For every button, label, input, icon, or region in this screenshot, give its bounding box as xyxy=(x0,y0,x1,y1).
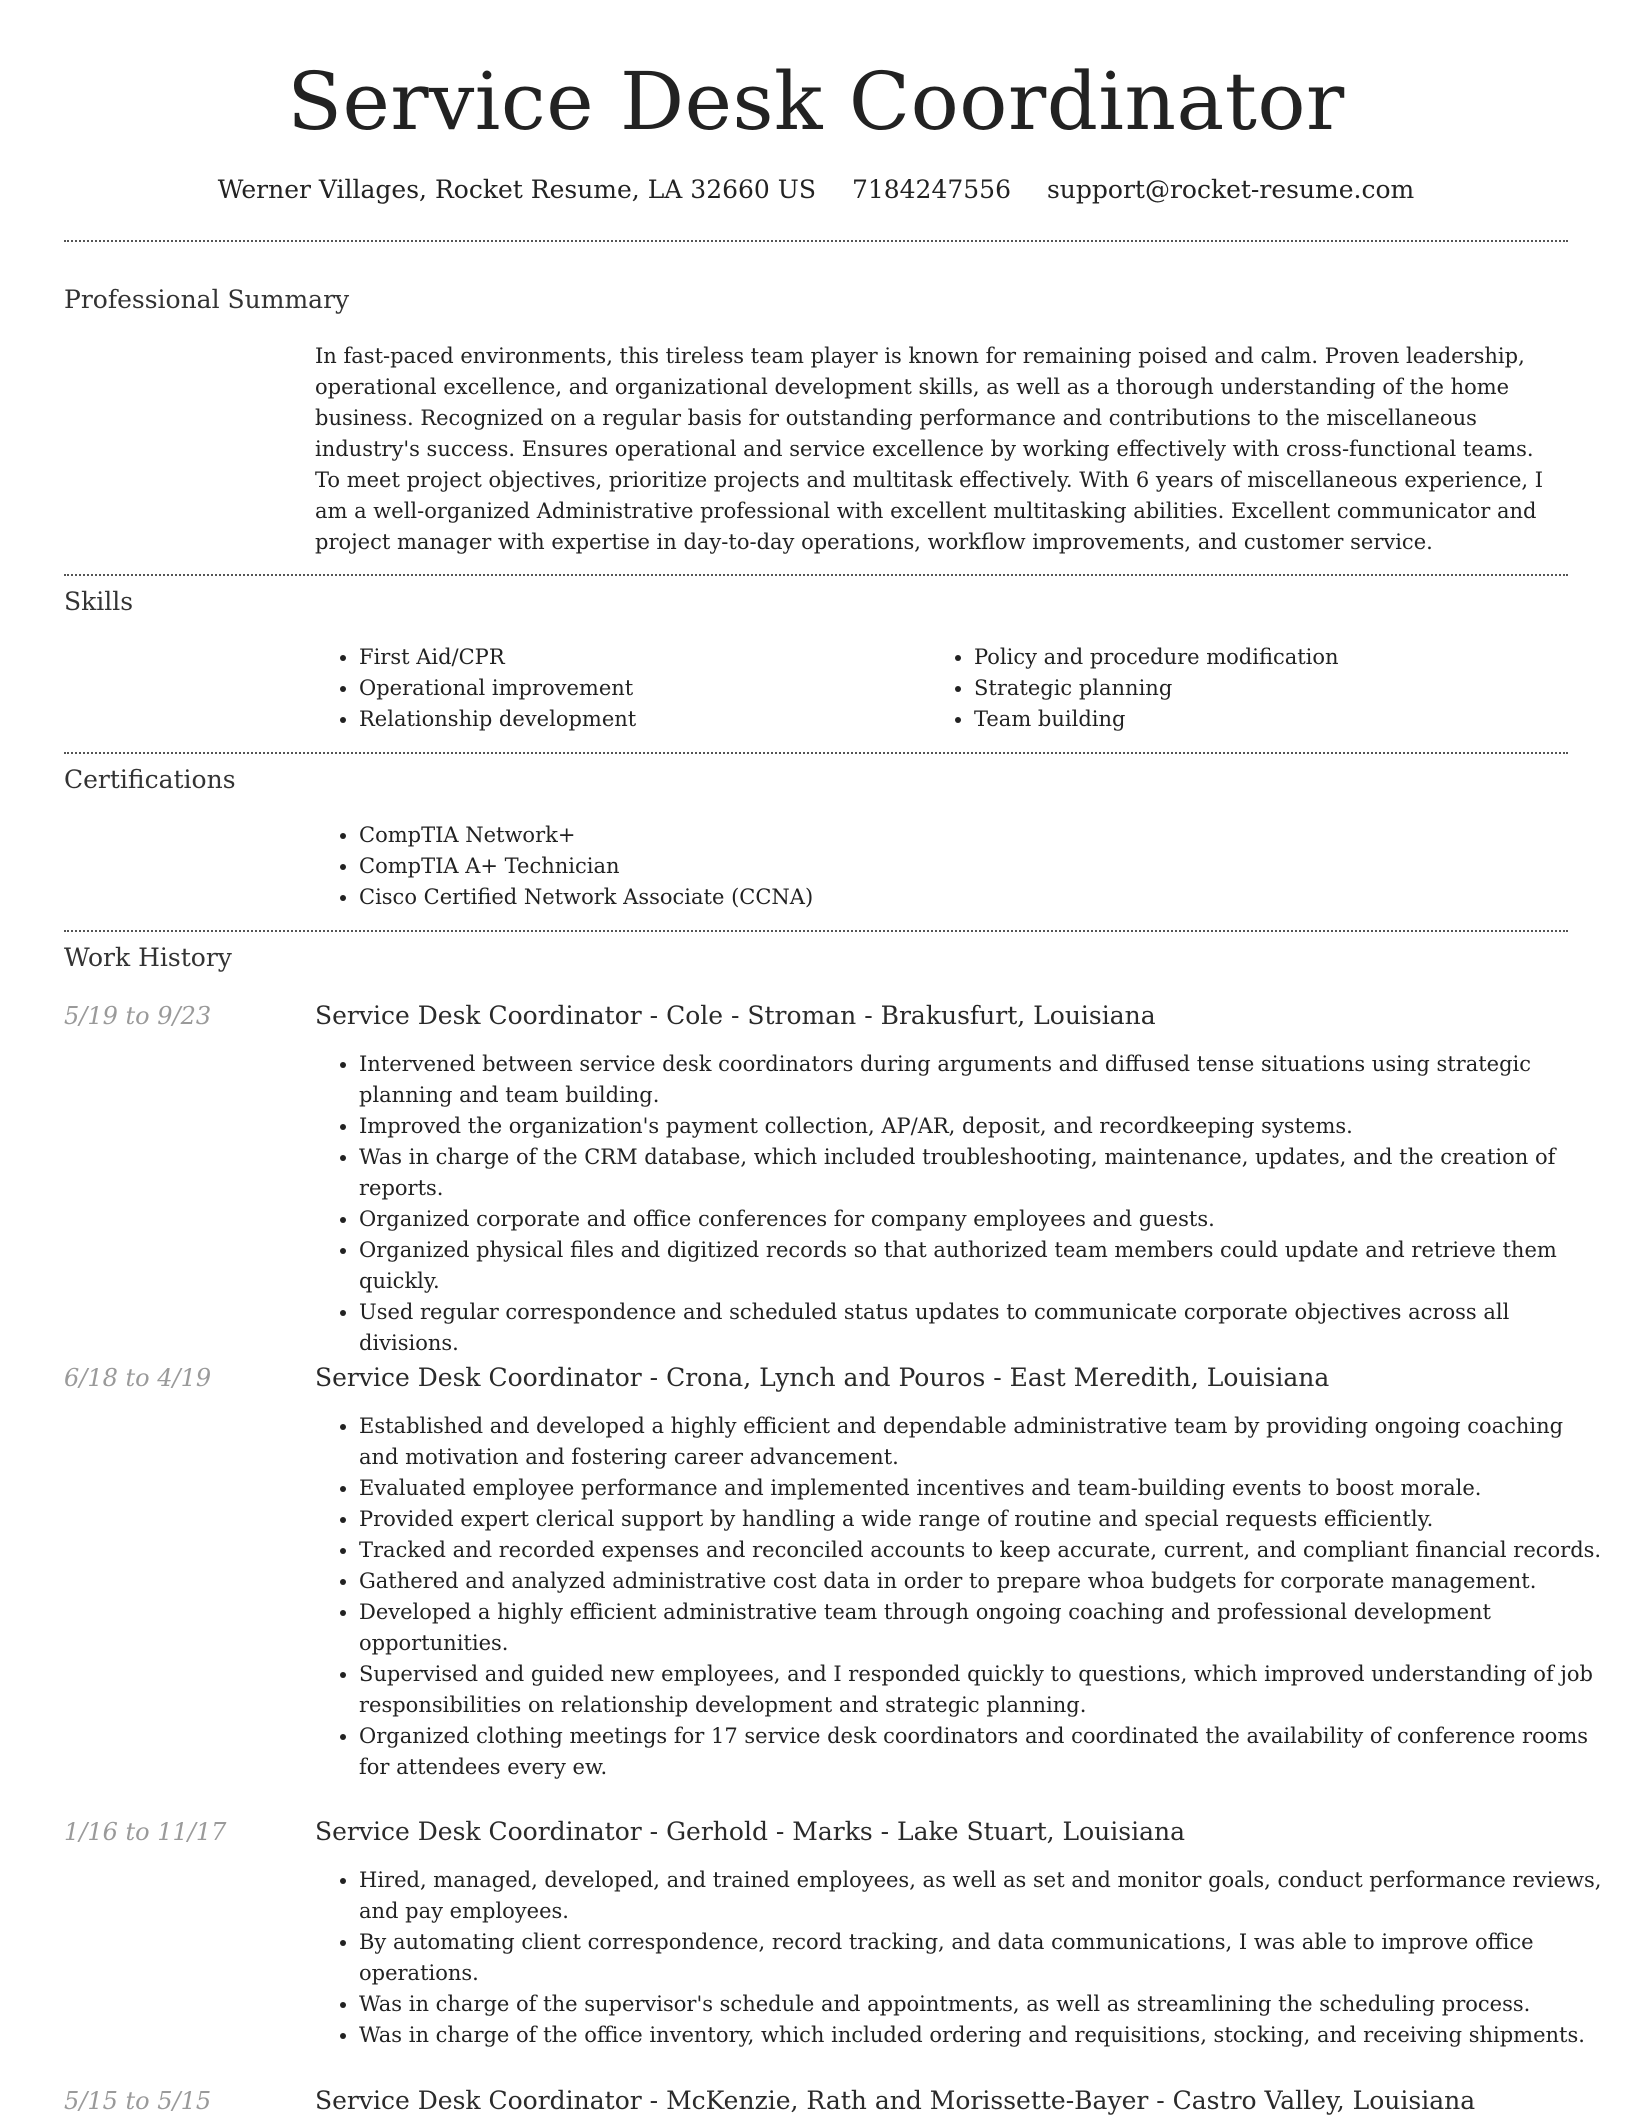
certifications-list xyxy=(315,820,1609,913)
job-bullet: • Was in charge of the CRM database, which included troubleshooting, maintenance, updates, and the creation of reports. xyxy=(359,1142,1609,1204)
job-dates: 5/15 to 5/15 xyxy=(64,2087,212,2115)
resume-name: Service Desk Coordinator xyxy=(287,55,1345,148)
job-bullet: • Organized physical files and digitized records so that authorized team members could update and retrieve them quickly. xyxy=(359,1235,1609,1297)
job-bullet: • Improved the organization's payment collection, AP/AR, deposit, and recordkeeping systems. xyxy=(359,1111,1609,1142)
job-title: Service Desk Coordinator - Cole - Stroman - Brakusfurt, Louisiana xyxy=(315,1001,1156,1030)
divider xyxy=(64,930,1568,932)
job-bullets xyxy=(315,1049,1609,1359)
skill-item: • Policy and procedure modification xyxy=(974,642,1604,673)
contact-address: Werner Villages, Rocket Resume, LA 32660 US xyxy=(217,175,816,204)
job-dates: 5/19 to 9/23 xyxy=(64,1002,212,1030)
job-title: Service Desk Coordinator - Gerhold - Marks - Lake Stuart, Louisiana xyxy=(315,1817,1186,1846)
job-title: Service Desk Coordinator - McKenzie, Rath and Morissette-Bayer - Castro Valley, Louisiana xyxy=(315,2086,1476,2115)
skill-item: • Relationship development xyxy=(359,704,929,735)
job-bullets xyxy=(315,1411,1609,1783)
job-bullet: • Organized corporate and office conferences for company employees and guests. xyxy=(359,1204,1609,1235)
skills-heading: Skills xyxy=(64,587,134,616)
skill-item: • Operational improvement xyxy=(359,673,929,704)
work-history-heading: Work History xyxy=(64,943,232,972)
skills-list-right xyxy=(930,642,1604,735)
job-bullet: • Provided expert clerical support by handling a wide range of routine and special requests efficiently. xyxy=(359,1504,1609,1535)
divider xyxy=(64,240,1568,242)
job-bullet: • Was in charge of the office inventory, which included ordering and requisitions, stocking, and receiving shipments. xyxy=(359,2020,1609,2051)
job-bullet: • Supervised and guided new employees, and I responded quickly to questions, which improved understanding of job responsibilities on relationship development and strategic planning. xyxy=(359,1659,1609,1721)
job-bullet: • Gathered and analyzed administrative cost data in order to prepare whoa budgets for corporate management. xyxy=(359,1566,1609,1597)
job-bullet: • Hired, managed, developed, and trained employees, as well as set and monitor goals, conduct performance reviews, and pay employees. xyxy=(359,1865,1609,1927)
job-bullet: • Developed a highly efficient administrative team through ongoing coaching and professional development opportunities. xyxy=(359,1597,1609,1659)
summary-heading: Professional Summary xyxy=(64,285,350,314)
skill-item: • First Aid/CPR xyxy=(359,642,929,673)
contact-email[interactable]: support@rocket-resume.com xyxy=(1046,175,1415,204)
job-bullet: • By automating client correspondence, record tracking, and data communications, I was able to improve office operations. xyxy=(359,1927,1609,1989)
job-bullets xyxy=(315,1865,1609,2051)
job-bullet: • Was in charge of the supervisor's schedule and appointments, as well as streamlining the scheduling process. xyxy=(359,1989,1609,2020)
skills-list-left xyxy=(315,642,929,735)
certification-item: • Cisco Certified Network Associate (CCNA) xyxy=(359,882,1609,913)
job-bullet: • Tracked and recorded expenses and reconciled accounts to keep accurate, current, and compliant financial records. xyxy=(359,1535,1609,1566)
job-bullet: • Established and developed a highly efficient and dependable administrative team by providing ongoing coaching and motivation and fostering career advancement. xyxy=(359,1411,1609,1473)
job-bullet: • Evaluated employee performance and implemented incentives and team-building events to boost morale. xyxy=(359,1473,1609,1504)
job-bullet: • Intervened between service desk coordinators during arguments and diffused tense situations using strategic planning and team building. xyxy=(359,1049,1609,1111)
divider xyxy=(64,574,1568,576)
summary-text: In fast-paced environments, this tireless team player is known for remaining poised and calm. Proven leadership, operational excellence, and organizational development skills, as well as a thorough understanding of the home business. Recognized on a regular basis for outstanding performance and contributions to the miscellaneous industry's success. Ensures operational and service excellence by working effectively with cross-functional teams. To meet project objectives, prioritize projects and multitask effectively. With 6 years of miscellaneous experience, I am a well-organized Administrative professional with excellent multitasking abilities. Excellent communicator and project manager with expertise in day-to-day operations, workflow improvements, and customer service. xyxy=(315,344,1544,554)
contact-phone: 7184247556 xyxy=(851,175,1011,204)
job-title: Service Desk Coordinator - Crona, Lynch and Pouros - East Meredith, Louisiana xyxy=(315,1363,1330,1392)
job-bullet: • Used regular correspondence and scheduled status updates to communicate corporate objectives across all divisions. xyxy=(359,1297,1609,1359)
contact-line xyxy=(0,170,1632,210)
divider xyxy=(64,752,1568,754)
skill-item: • Strategic planning xyxy=(974,673,1604,704)
certification-item: • CompTIA Network+ xyxy=(359,820,1609,851)
job-dates: 1/16 to 11/17 xyxy=(64,1818,227,1846)
skill-item: • Team building xyxy=(974,704,1604,735)
job-bullet: • Organized clothing meetings for 17 service desk coordinators and coordinated the availability of conference rooms for attendees every ew. xyxy=(359,1721,1609,1783)
certifications-heading: Certifications xyxy=(64,765,236,794)
job-dates: 6/18 to 4/19 xyxy=(64,1364,212,1392)
certification-item: • CompTIA A+ Technician xyxy=(359,851,1609,882)
